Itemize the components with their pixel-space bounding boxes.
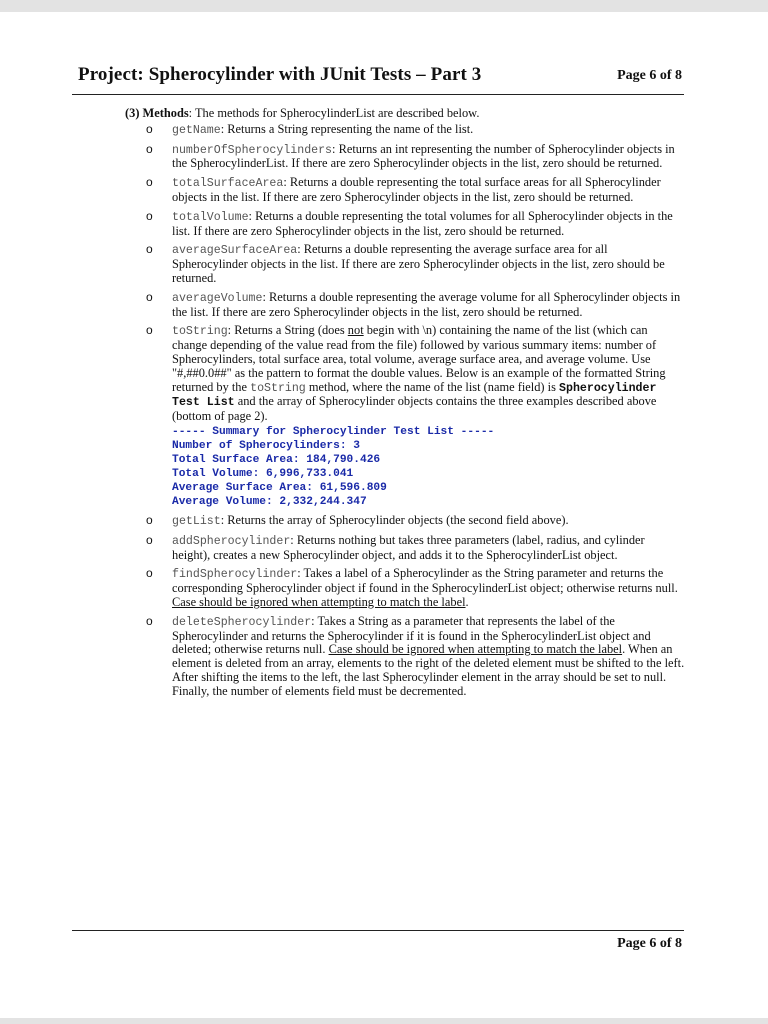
document-title: Project: Spherocylinder with JUnit Tests – Part 3 (78, 64, 482, 85)
method-description: : Returns a String (does (227, 323, 345, 338)
method-description: : Returns a double representing the average volume for all Spherocylinder objects in the list. If there are zero Spherocylinder objects in the list, zero should be returned. (172, 289, 681, 319)
bullet-icon: o (146, 566, 153, 581)
method-totalvolume (125, 210, 685, 239)
method-description: : Returns nothing but takes three parameters (label, radius, and cylinder height), creates a new Spherocylinder object, and adds it to the SpherocylinderList object. (172, 532, 645, 562)
method-name: deleteSpherocylinder (172, 615, 312, 629)
method-addspherocylinder (125, 534, 685, 563)
method-name: addSpherocylinder (172, 534, 291, 548)
method-description: : Returns an int representing the number of Spherocylinder objects in the SpherocylinderList. If there are zero Spherocylinder objects in the list, zero should be returned. (172, 141, 675, 171)
page-footer (72, 930, 684, 951)
method-deletespherocylinder (125, 615, 685, 699)
method-description: : Takes a label of a Spherocylinder as the String parameter and returns the corresponding Spherocylinder object if found in the SpherocylinderList object; otherwise returns null. (172, 566, 678, 596)
section-heading (125, 107, 685, 121)
method-name: toString (172, 325, 228, 339)
method-description-cont: begin with \n) containing the name of the list (which can change depending of the value read from the file) followed by various summary items: number of Spherocylinders, total surface area, total volume, average surface area, and average volume. Use "#,##0.0##" as the pattern to format the double values. Below is an example of the formatted String returned by the (172, 323, 666, 394)
summary-line: Total Surface Area: 184,790.426 (172, 453, 381, 466)
bullet-icon: o (146, 175, 153, 190)
footer-page-number: Page 6 of 8 (617, 936, 682, 951)
summary-line: Number of Spherocylinders: 3 (172, 439, 360, 452)
method-description: : Returns a String representing the name of the list. (220, 121, 474, 136)
method-name: getName (172, 123, 221, 137)
section-number: (3) Methods (125, 106, 189, 120)
method-findspherocylinder (125, 567, 685, 609)
summary-line: Average Volume: 2,332,244.347 (172, 495, 367, 508)
method-description: : Takes a String as a parameter that represents the label of the Spherocylinder and returns the Spherocylinder if it is found in the SpherocylinderList object and deleted; otherwise returns null. (172, 613, 651, 657)
method-description: : Returns the array of Spherocylinder objects (the second field above). (220, 512, 569, 527)
document-page (0, 12, 768, 1018)
method-name: averageSurfaceArea (172, 244, 298, 258)
methods-section (125, 107, 685, 704)
method-description-end: . (465, 594, 469, 609)
summary-line: Total Volume: 6,996,733.041 (172, 467, 354, 480)
summary-output-example (172, 425, 685, 509)
bullet-icon: o (146, 208, 153, 223)
methods-list (125, 123, 685, 699)
method-name: findSpherocylinder (172, 568, 298, 582)
method-name: averageVolume (172, 291, 263, 305)
bullet-icon: o (146, 613, 153, 628)
bullet-icon: o (146, 141, 153, 156)
method-averagevolume (125, 291, 685, 320)
method-numberofspherocylinders (125, 143, 685, 172)
method-name: getList (172, 514, 221, 528)
method-getname (125, 123, 685, 138)
method-description-cont: and the array of Spherocylinder objects contains the three examples described above (bottom of page 2). (172, 394, 657, 424)
section-intro: : The methods for SpherocylinderList are described below. (188, 106, 480, 120)
bullet-icon: o (146, 532, 153, 547)
bullet-icon: o (146, 121, 153, 136)
emphasis-not: not (347, 323, 364, 338)
page-header (72, 64, 684, 95)
header-page-number: Page 6 of 8 (617, 68, 682, 83)
method-tostring (125, 324, 685, 509)
method-description: : Returns a double representing the total volumes for all Spherocylinder objects in the list. If there are zero Spherocylinder objects in the list, zero should be returned. (172, 208, 673, 238)
method-getlist (125, 514, 685, 529)
summary-line: Average Surface Area: 61,596.809 (172, 481, 387, 494)
method-name: totalVolume (172, 210, 249, 224)
inline-code-tostring: toString (250, 381, 306, 395)
inline-code-list-name: Spherocylinder Test List (172, 381, 657, 410)
underlined-note: Case should be ignored when attempting to match the label (328, 642, 623, 657)
bullet-icon: o (146, 323, 153, 338)
underlined-note: Case should be ignored when attempting to match the label (172, 594, 466, 609)
method-name: numberOfSpherocylinders (172, 143, 333, 157)
bullet-icon: o (146, 512, 153, 527)
method-averagesurfacearea (125, 243, 685, 285)
method-totalsurfacearea (125, 176, 685, 205)
bullet-icon: o (146, 289, 153, 304)
method-description-end: . When an element is deleted from an array, elements to the right of the deleted element must be shifted to the left. After shifting the items to the left, the last Spherocylinder element in the array should be set to null. Finally, the number of elements field must be decremented. (172, 642, 685, 698)
summary-line: ----- Summary for Spherocylinder Test List ----- (172, 425, 495, 438)
method-description: : Returns a double representing the average surface area for all Spherocylinder objects in the list. If there are zero Spherocylinder objects in the list, zero should be returned. (172, 242, 665, 285)
method-name: totalSurfaceArea (172, 177, 284, 191)
method-description-cont: method, where the name of the list (name field) is (305, 379, 560, 394)
bullet-icon: o (146, 242, 153, 257)
method-description: : Returns a double representing the total surface areas for all Spherocylinder objects in the list. If there are zero Spherocylinder objects in the list, zero should be returned. (172, 175, 661, 204)
